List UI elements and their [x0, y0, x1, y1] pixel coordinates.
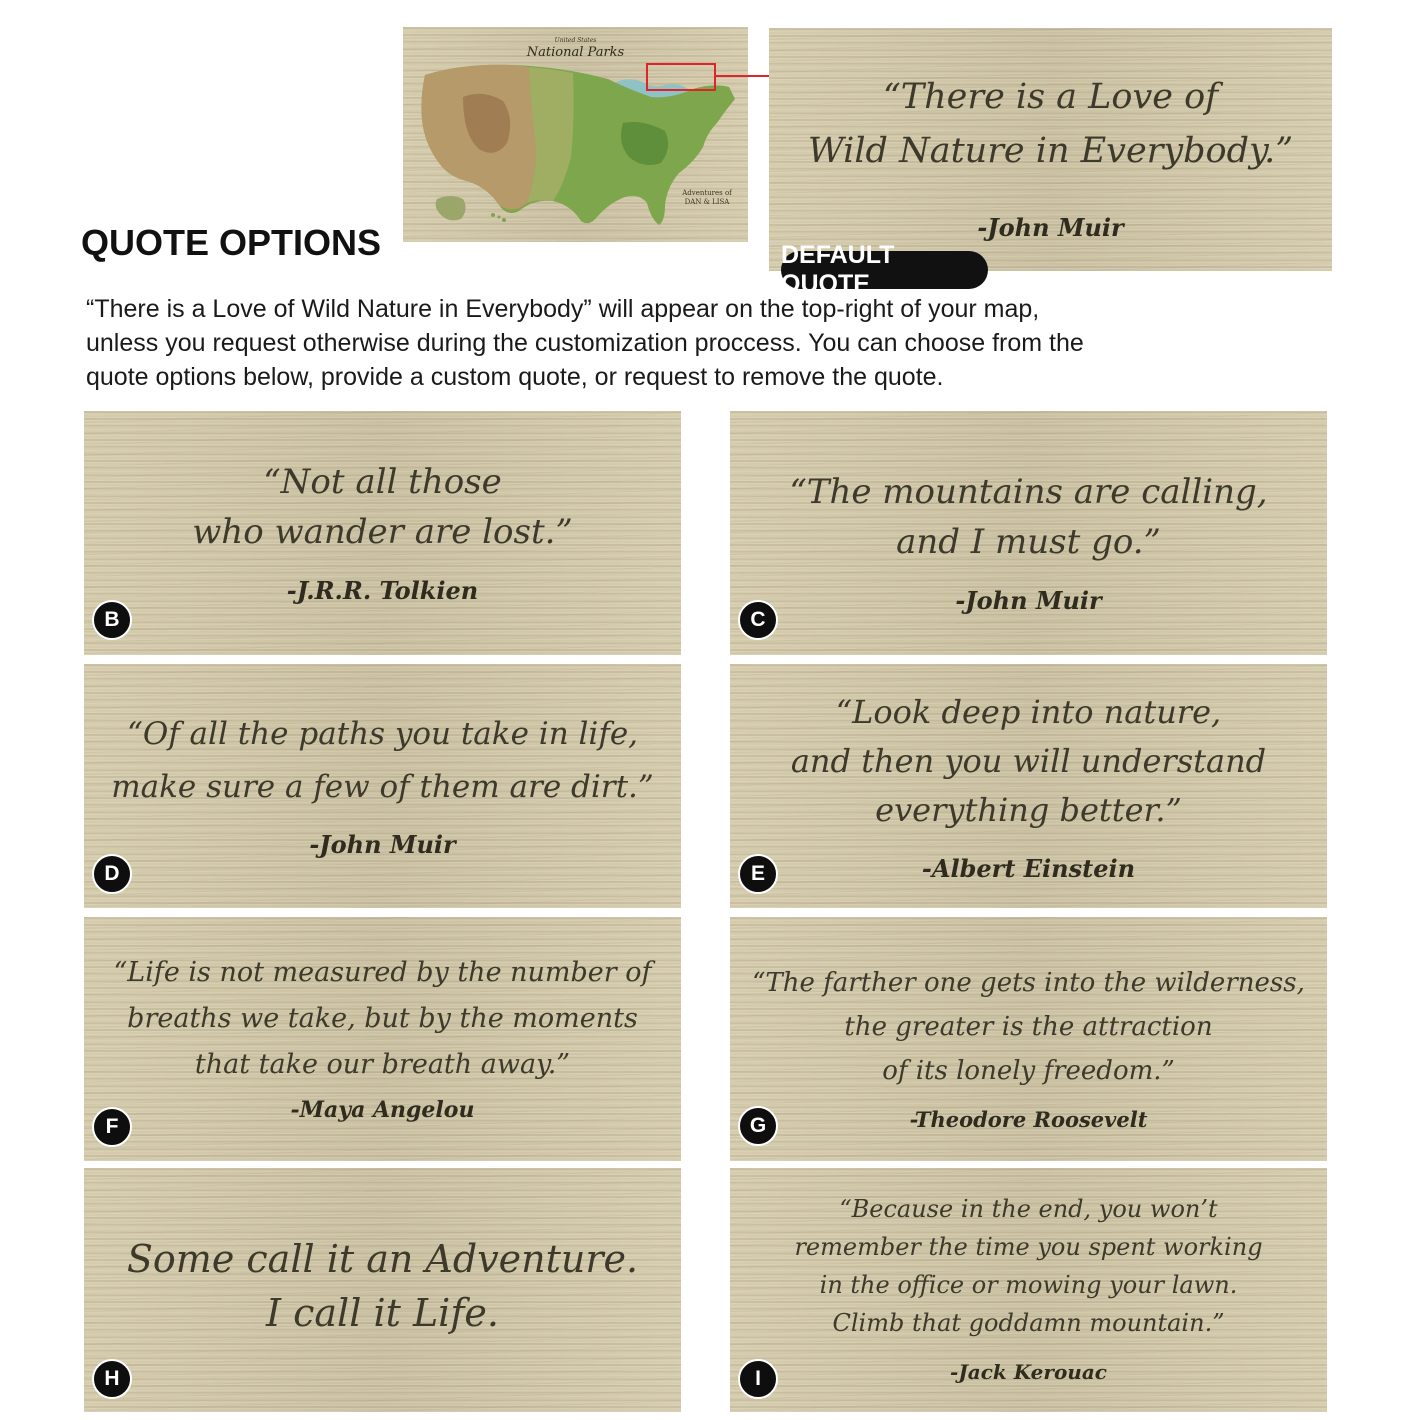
- quote-option-b[interactable]: [84, 411, 681, 655]
- quote-text: “Of all the paths you take in life, make sure a few of them are dirt.”: [111, 716, 654, 805]
- quote-text: “Because in the end, you won’t remember the time you spent working in the office or mowing your lawn. Climb that goddamn mountain.”: [794, 1195, 1263, 1337]
- quote-author: -Theodore Roosevelt: [909, 1107, 1148, 1132]
- quote-author: -Maya Angelou: [290, 1097, 475, 1123]
- map-subtitle: United States: [554, 37, 597, 44]
- quote-text: “Look deep into nature, and then you will understand everything better.”: [790, 693, 1267, 829]
- default-quote-badge: DEFAULT QUOTE: [781, 251, 988, 289]
- map-thumbnail: [403, 27, 748, 242]
- default-quote-panel: [769, 28, 1332, 271]
- option-letter-badge: H: [92, 1359, 132, 1399]
- quote-text: “The farther one gets into the wilderness, the greater is the attraction of its lonely freedom.”: [752, 968, 1305, 1086]
- map-sign-line2: DAN & LISA: [684, 198, 730, 206]
- quote-option-h[interactable]: [84, 1168, 681, 1412]
- quote-option-g[interactable]: [730, 917, 1327, 1161]
- quote-text: “The mountains are calling, and I must go.”: [789, 472, 1268, 562]
- quote-author: -John Muir: [955, 586, 1102, 615]
- quote-author: -J.R.R. Tolkien: [286, 576, 479, 605]
- intro-paragraph: “There is a Love of Wild Nature in Everybody” will appear on the top-right of your map, unless you request otherwise during the customization proccess. You can choose from the quote options below, provide a custom quote, or request to remove the quote.: [86, 295, 1084, 391]
- option-letter-badge: I: [738, 1359, 778, 1399]
- quote-option-c[interactable]: [730, 411, 1327, 655]
- map-signature: [679, 189, 735, 207]
- option-letter-badge: D: [92, 854, 132, 894]
- option-letter-badge: G: [738, 1106, 778, 1146]
- quote-text: Some call it an Adventure. I call it Life.: [126, 1237, 639, 1335]
- map-sign-line1: Adventures of: [682, 189, 732, 197]
- map-title: National Parks: [526, 45, 625, 60]
- option-letter-badge: F: [92, 1107, 132, 1147]
- quote-text: “Life is not measured by the number of breaths we take, but by the moments that take our breath away.”: [113, 957, 652, 1080]
- default-quote-text: “There is a Love of Wild Nature in Everybody.”: [807, 77, 1294, 171]
- option-letter-badge: E: [738, 854, 778, 894]
- map-quote-highlight: [646, 63, 716, 91]
- default-quote-author: -John Muir: [977, 213, 1124, 242]
- option-letter-badge: C: [738, 600, 778, 640]
- quote-option-d[interactable]: [84, 664, 681, 908]
- quote-author: -Jack Kerouac: [950, 1360, 1107, 1384]
- quote-author: -John Muir: [309, 830, 456, 859]
- quote-text: “Not all those who wander are lost.”: [192, 462, 573, 552]
- quote-option-f[interactable]: [84, 917, 681, 1161]
- quote-author: -Albert Einstein: [921, 854, 1136, 883]
- quote-option-i[interactable]: [730, 1168, 1327, 1412]
- quote-option-e[interactable]: [730, 664, 1327, 908]
- option-letter-badge: B: [92, 600, 132, 640]
- page-title: QUOTE OPTIONS: [81, 222, 382, 263]
